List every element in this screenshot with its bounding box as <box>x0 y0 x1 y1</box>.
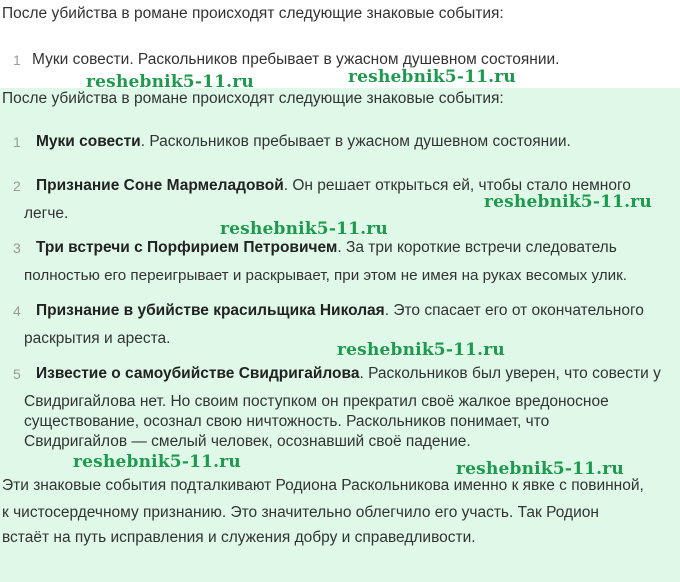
list-item-text: . Он решает открыться ей, чтобы стало немного <box>283 177 631 194</box>
list-item-text: существование, осознал свою ничтожность. Раскольников понимает, что <box>24 413 550 430</box>
watermark-text: reshebnik5-11.ru <box>73 452 241 472</box>
list-item-title: Признание Соне Мармеладовой <box>36 177 284 194</box>
list-item-number: 5 <box>13 366 21 382</box>
list-item <box>36 301 644 321</box>
top-intro: После убийства в романе происходят следующие знаковые события: <box>2 5 504 22</box>
list-item-text: легче. <box>24 205 69 222</box>
list-item-title: Муки совести <box>36 133 141 150</box>
top-item-number: 1 <box>13 52 21 68</box>
list-item-number: 1 <box>13 134 21 150</box>
watermark-text: reshebnik5-11.ru <box>337 340 505 360</box>
list-item-text: . За три короткие встречи следователь <box>337 239 617 256</box>
watermark-text: reshebnik5-11.ru <box>86 72 254 92</box>
conclusion-text: Эти знаковые события подталкивают Родиона Раскольникова именно к явке с повинной, <box>2 477 644 494</box>
watermark-text: reshebnik5-11.ru <box>484 192 652 212</box>
list-item-text: . Раскольников был уверен, что совести у <box>359 365 661 382</box>
list-item <box>36 176 631 196</box>
list-item-number: 2 <box>13 178 21 194</box>
top-item-text: Муки совести. Раскольников пребывает в ужасном душевном состоянии. <box>32 51 560 68</box>
list-item <box>36 238 617 258</box>
conclusion-text: встаёт на путь исправления и служения добру и справедливости. <box>2 529 476 546</box>
list-item-number: 4 <box>13 303 21 319</box>
list-item-title: Известие о самоубийстве Свидригайлова <box>36 365 360 382</box>
watermark-text: reshebnik5-11.ru <box>348 67 516 87</box>
list-item-number: 3 <box>13 240 21 256</box>
list-item <box>36 364 661 384</box>
list-item-title: Три встречи с Порфирием Петровичем <box>36 239 338 256</box>
top-section <box>0 0 680 88</box>
list-item-text: Свидригайлова нет. Но своим поступком он прекратил своё жалкое вредоносное <box>24 393 609 410</box>
list-item-title: Признание в убийстве красильщика Николая <box>36 302 385 319</box>
list-item-text: полностью его переигрывает и раскрывает, при этом не имея на руках весомых улик. <box>24 267 627 284</box>
list-item-text: . Раскольников пребывает в ужасном душевном состоянии. <box>140 133 571 150</box>
list-item-text: Свидригайлов — смелый человек, осознавший своё падение. <box>24 433 471 450</box>
list-item-text: раскрытия и ареста. <box>24 330 171 347</box>
panel-intro: После убийства в романе происходят следующие знаковые события: <box>2 90 504 107</box>
watermark-text: reshebnik5-11.ru <box>220 219 388 239</box>
list-item-text: . Это спасает его от окончательного <box>384 302 644 319</box>
watermark-text: reshebnik5-11.ru <box>456 459 624 479</box>
list-item <box>36 132 571 152</box>
conclusion-text: к чистосердечному признанию. Это значительно облегчило его участь. Так Родион <box>2 504 599 521</box>
